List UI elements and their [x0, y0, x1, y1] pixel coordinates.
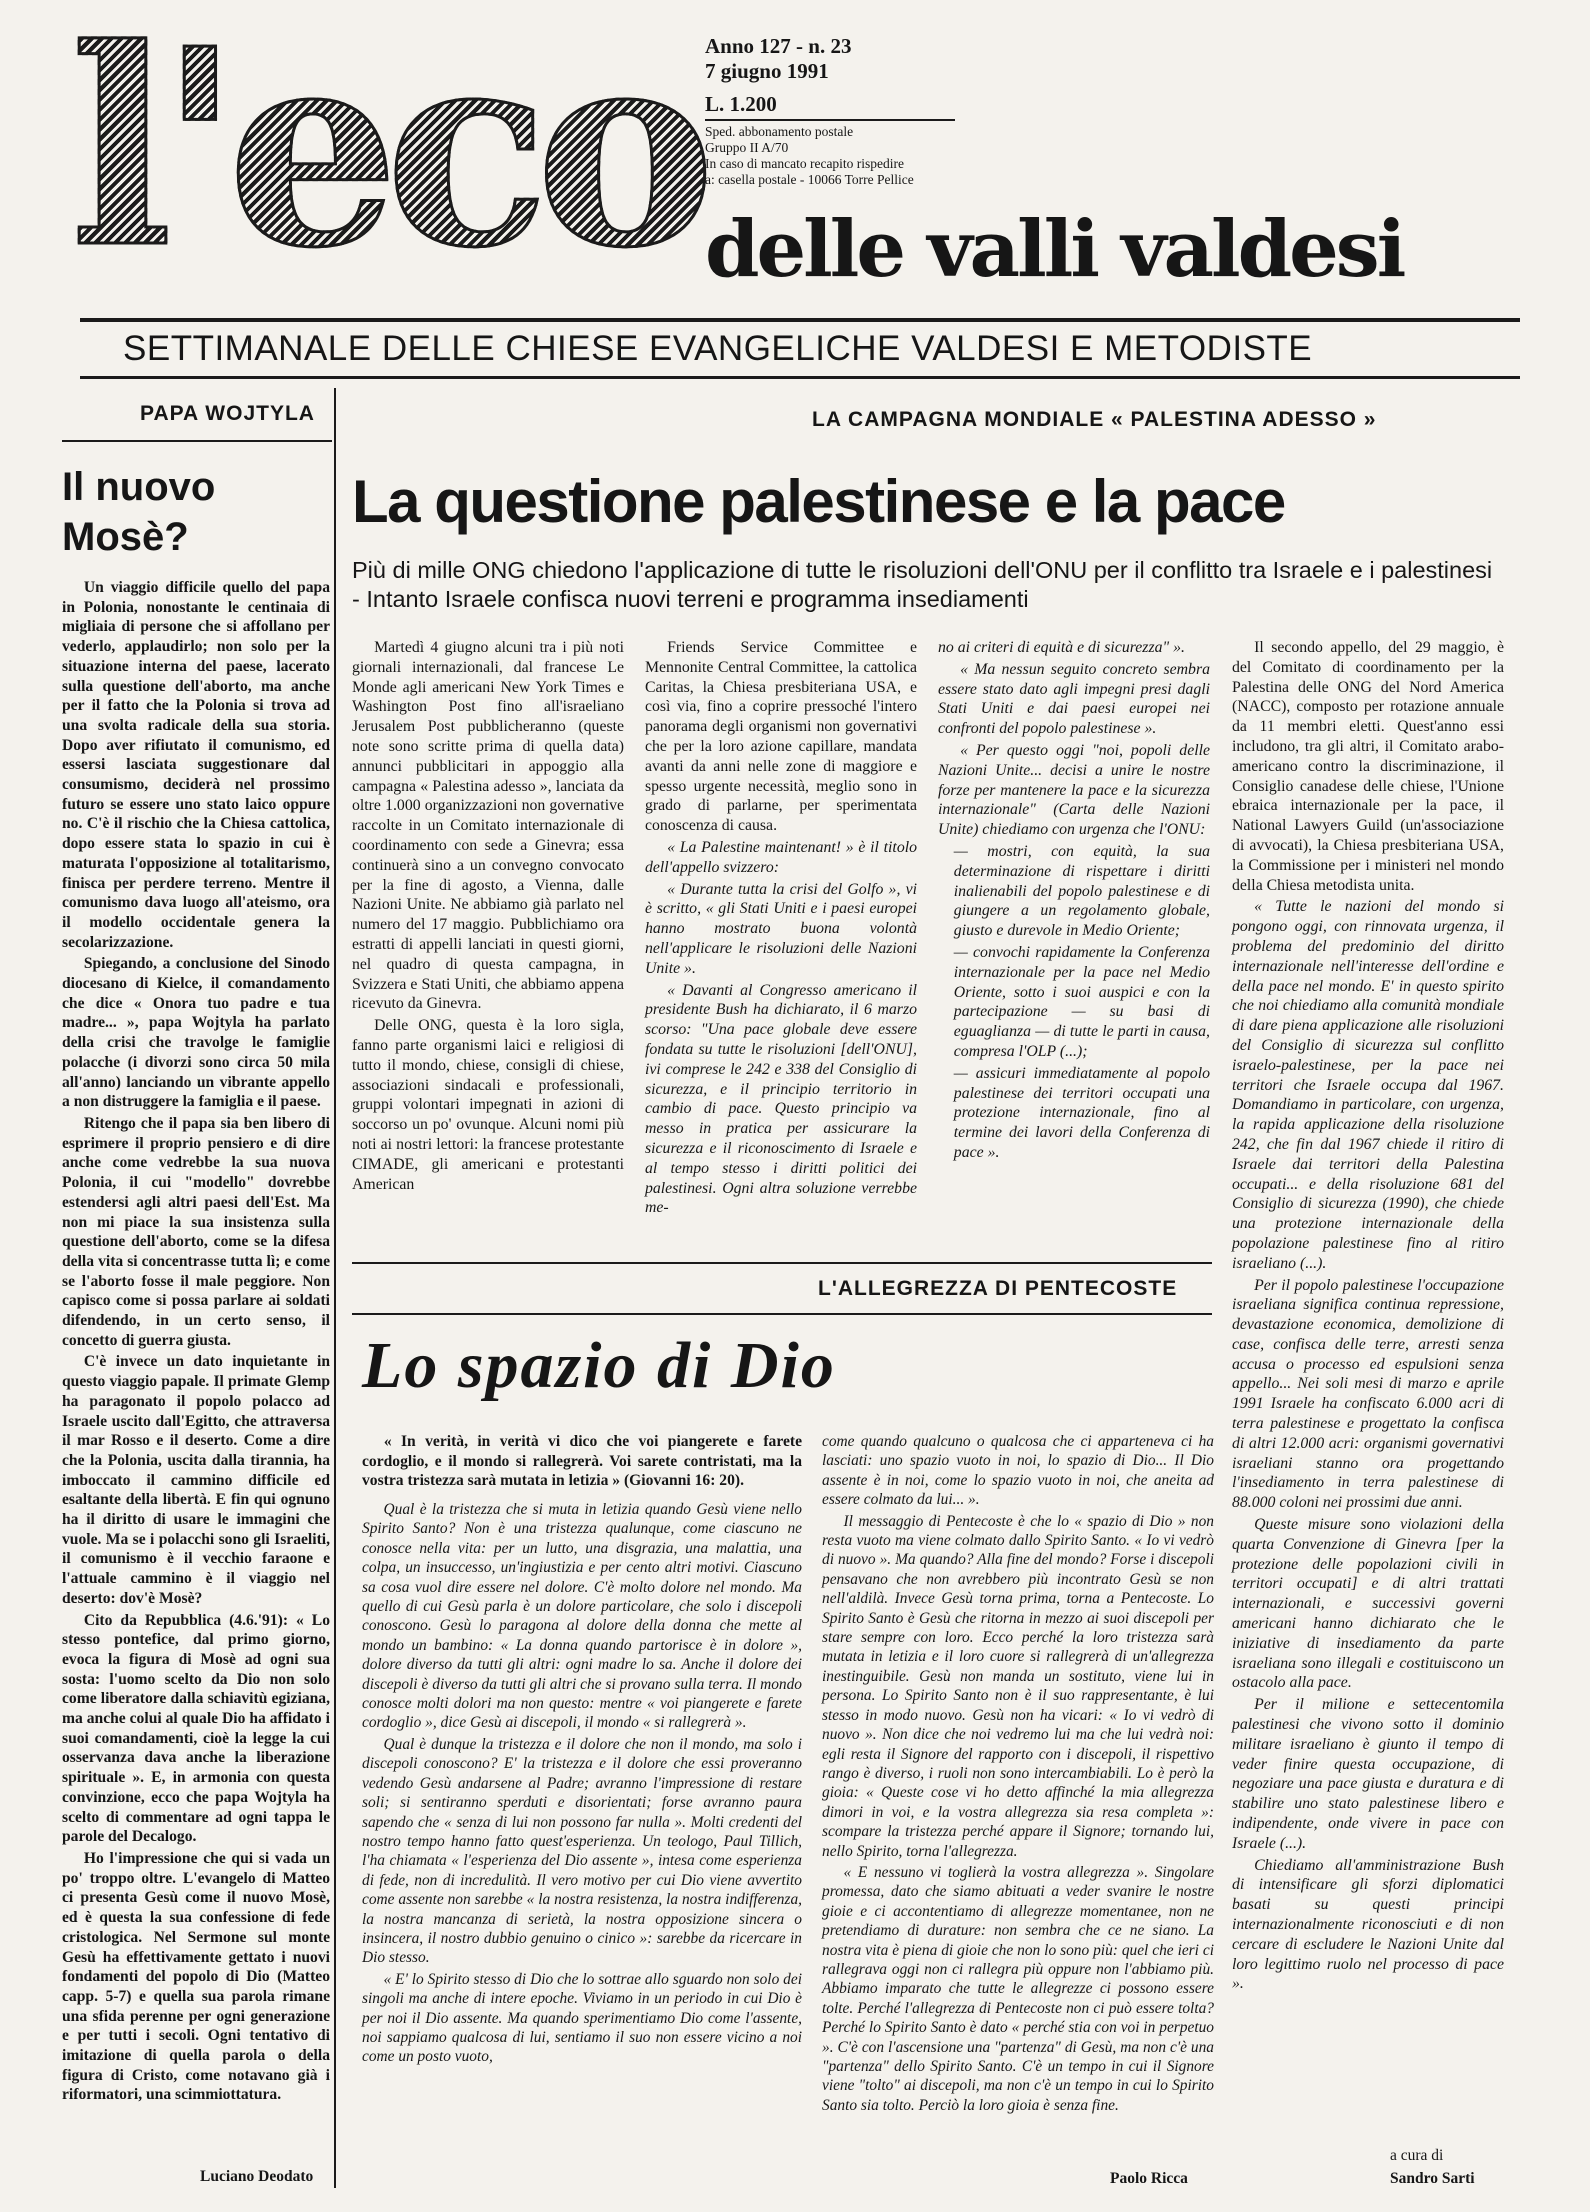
pentecost-column-2	[822, 1432, 1214, 2115]
lead-paragraph: — assicuri immediatamente al popolo palestinese dei territori occupati una protezione internazionale, fino al termine dei lavori della Conferenza di pace ».	[953, 1064, 1210, 1161]
pentecost-rule-bottom	[352, 1313, 1212, 1315]
sidebar-paragraph: Ho l'impressione che qui si vada un po' troppo oltre. L'evangelo di Matteo ci presenta Gesù come il nuovo Mosè, ed è questa la sua confessione di fede cristologica. Nel Sermone sul monte Gesù ha effettivamente gettato i nuovi fondamenti del popolo di Dio (Matteo capp. 5-7) e quella sua parola rimane una sfida perenne per ogni generazione e per tutti i secoli. Ogni tentativo di imitazione di quella parola o della figura di Cristo, come notavano già i riformatori, una scimmiottatura.	[62, 1850, 330, 2104]
lead-paragraph: Il secondo appello, del 29 maggio, è del Comitato di coordinamento per la Palestina delle ONG del Nord America (NACC), composto per rotazione annuale da 11 membri eletti. Quest'anno essi includono, tra gli altri, il Comitato arabo-americano contro la discriminazione, il Consiglio canadese delle chiese, l'Unione ebraica internazionale per la pace, il National Lawyers Guild (un'associazione di avvocati), la Chiesa presbiteriana USA, la Commissione per i ministeri nel mondo della Chiesa metodista unita.	[1232, 639, 1504, 894]
issue-price: L. 1.200	[705, 92, 777, 116]
pentecost-title: Lo spazio di Dio	[362, 1329, 836, 1402]
pentecost-paragraph: come quando qualcuno o qualcosa che ci apparteneva ci ha lasciati: uno spazio vuoto in noi, lo spazio di Dio... Il Dio assente è in noi, come lo spazio vuoto in noi, che aneita ad essere colmato da lui... ».	[822, 1433, 1214, 1509]
masthead-rule-top	[80, 318, 1520, 322]
pentecost-paragraph: Il messaggio di Pentecoste è che lo « spazio di Dio » non resta vuoto ma viene colmato dallo Spirito Santo. « Io vi vedrò di nuovo ». Ma quando? Alla fine del mondo? Forse i discepoli pensavano che non avrebbero più incontrato Gesù se non nell'aldilà. Invece Gesù torna prima, torna a Pentecoste. Lo Spirito Santo è Gesù che ritorna in mezzo ai suoi discepoli per stare sempre con loro. Ecco perché la loro tristezza sarà mutata in letizia e il loro cuore si rallegrerà di un'allegrezza inestinguibile. Gesù non manda un sostituto, viene lui in persona. Lo Spirito Santo non è il suo rappresentante, è lui stesso in modo nuovo. Gesù non ha vicari: « Io vi vedrò di nuovo ». Non dice che noi vedremo lui ma che lui vedrà noi: egli resta il Signore del rapporto con i discepoli, il rispettivo rango è diverso, i ruoli non sono intercambiabili. Lo è però la gioia: « Queste cose vi ho detto affinché la mia allegrezza dimori in voi, e la vostra allegrezza sia resa completa »: scompare la tristezza perché appare il Signore; tornando lui, nello Spirito, torna l'allegrezza.	[822, 1512, 1214, 1860]
lead-headline: La questione palestinese e la pace	[352, 468, 1285, 535]
lead-paragraph: « La Palestine maintenant! » è il titolo dell'appello svizzero:	[645, 838, 917, 876]
lead-paragraph: « Ma nessun seguito concreto sembra essere stato dato agli impegni presi dagli Stati Uniti e dai paesi europei nei confronti del popolo palestinese ».	[938, 660, 1210, 738]
lead-deck: Più di mille ONG chiedono l'applicazione di tutte le risoluzioni dell'ONU per il conflitto tra Israele e i palestinesi - Intanto Israele confisca nuovi terreni e programma insediamenti	[352, 557, 1493, 612]
pentecost-intro-text: « In verità, in verità vi dico che voi piangerete e farete cordoglio, e il mondo si rallegrerà. Voi sarete contristati, ma la vostra tristezza sarà mutata in letizia » (Giovanni 16: 20).	[362, 1433, 802, 1489]
masthead-title: l'eco	[70, 8, 710, 298]
masthead-rule-bottom	[80, 376, 1520, 379]
masthead-info	[705, 34, 1025, 188]
lead-column-1	[352, 638, 624, 1194]
sidebar-paragraph: C'è invece un dato inquietante in questo viaggio papale. Il primate Glemp ha paragonato il popolo polacco ad Israele uscito dall'Egitto, che attraversa il mar Rosso e il deserto. Come a dire che la Polonia, uscita dalla tirannia, ha imboccato il cammino difficile ed esaltante della libertà. E fin qui ognuno ha il diritto di usare le immagini che vuole. Ma se i polacchi sono gli Israeliti, il comunismo è il vecchio faraone e l'attuale cammino è il viaggio nel deserto: dov'è Mosè?	[62, 1353, 330, 1607]
lead-paragraph: — mostri, con equità, la sua determinazione di rispettare i diritti inalienabili del popolo palestinese e di giungere a un regolamento globale, giusto e durevole in Medio Oriente;	[953, 842, 1210, 940]
lead-kicker: LA CAMPAGNA MONDIALE « PALESTINA ADESSO »	[812, 408, 1377, 431]
lead-paragraph: no ai criteri di equità e di sicurezza" ».	[938, 639, 1185, 656]
lead-paragraph: Per il popolo palestinese l'occupazione israeliana significa continua repressione, devastazione economica, demolizione di case, confisca delle terre, arresti senza accusa o processo ed espulsioni senza appello... Nei soli mesi di marzo e aprile 1991 Israele ha confiscato 6.000 acri di terra palestinese e progettato la confisca di altri 12.000 acri: organismi governativi israeliani stanno ora progettando l'insediamento in terra palestinese di 88.000 coloni nei prossimi due anni.	[1232, 1276, 1504, 1512]
lead-column-4	[1232, 638, 1504, 1994]
lead-paragraph: — convochi rapidamente la Conferenza internazionale per la pace nel Medio Oriente, sotto i suoi auspici e con la partecipazione — su basi di eguaglianza — di tutte le parti in causa, compresa l'OLP (...);	[953, 943, 1210, 1060]
sidebar-kicker: PAPA WOJTYLA	[140, 402, 315, 425]
postal-note-4: a: casella postale - 10066 Torre Pellice	[705, 172, 914, 187]
pentecost-rule-top	[352, 1262, 1212, 1264]
lead-paragraph: « Davanti al Congresso americano il presidente Bush ha dichiarato, il 6 marzo scorso: "Una pace globale deve essere fondata su tutte le risoluzioni [dell'ONU], ivi comprese le 242 e 338 del Consiglio di sicurezza, e il principio territorio in cambio di pace. Questo principio va messo in pratica per assicurare la sicurezza e il riconoscimento di Israele e al tempo stesso i diritti politici dei palestinesi. Ogni altra soluzione verrebbe me-	[645, 981, 917, 1217]
pentecost-paragraph: « E' lo Spirito stesso di Dio che lo sottrae allo sguardo non solo dei singoli ma anche di intere epoche. Viviamo in un periodo in cui Dio è per noi il Dio assente. Ma quando sperimentiamo Dio come l'assente, noi sappiamo qualcosa di lui, sentiamo il suo non essere vicino a noi come un posto vuoto,	[362, 1970, 802, 2066]
lead-paragraph: Chiediamo all'amministrazione Bush di intensificare gli sforzi diplomatici basati su questi principi internazionalmente riconosciuti e di non cercare di escludere le Nazioni Unite dal loro legittimo ruolo nel processo di pace ».	[1232, 1856, 1504, 1993]
sidebar-paragraph: Spiegando, a conclusione del Sinodo diocesano di Kielce, il comandamento che dice « Onora tuo padre e tua madre... », papa Wojtyla ha parlato della crisi che travolge le famiglie polacche (i divorzi sono circa 50 mila all'anno) lanciando un vibrante appello a non distruggere la famiglia e il paese.	[62, 955, 330, 1111]
lead-paragraph: Friends Service Committee e Mennonite Central Committee, la cattolica Caritas, la Chiesa presbiteriana USA, e così via, fino a coprire pressoché l'intero panorama degli organismi non governativi che per la loro azione capillare, mandata avanti da anni nelle zone di maggiore e spesso urgente necessità, meglio sono in grado di parlarne, per sperimentata conoscenza di causa.	[645, 639, 917, 835]
sidebar-paragraph: Cito da Repubblica (4.6.'91): « Lo stesso pontefice, dal primo giorno, evoca la figura di Mosè ad ogni sua sosta: l'uomo scelto da Dio non solo come liberatore dalla schiavitù egiziana, ma anche colui al quale Dio ha affidato i suoi comandamenti, cioè la legge la cui osservanza dava anche la liberazione spirituale ». E, in armonia con questa convinzione, ecco che papa Wojtyla ha scelto di commentare ad ogni tappa le parole del Decalogo.	[62, 1611, 330, 1846]
masthead-tagline: SETTIMANALE DELLE CHIESE EVANGELICHE VALDESI E METODISTE	[123, 329, 1313, 368]
sidebar-title: Il nuovo Mosè?	[62, 465, 216, 559]
lead-paragraph: Delle ONG, questa è la loro sigla, fanno parte organismi laici e religiosi di tutto il mondo, chiese, consigli di chiese, associazioni sindacali e professionali, gruppi volontari impegnati in azioni di soccorso un po' ovunque. Alcuni nomi più noti ai nostri lettori: la francese protestante CIMADE, gli americani e protestanti American	[352, 1017, 624, 1193]
issue-date: 7 giugno 1991	[705, 59, 829, 83]
lead-paragraph: Queste misure sono violazioni della quarta Convenzione di Ginevra [per la protezione delle popolazioni civili in territori occupati] e di altri trattati internazionali, e successivi governi americani hanno dichiarato che le iniziative di insediamento da parte israeliana sono illegali e costituiscono un ostacolo alla pace.	[1232, 1516, 1504, 1692]
year-issue: Anno 127 - n. 23	[705, 34, 852, 58]
sidebar-author: Luciano Deodato	[200, 2168, 314, 2185]
sidebar-paragraph: Ritengo che il papa sia ben libero di esprimere il proprio pensiero e di dire anche come vedrebbe la sua nuova Polonia, il cui "modello" dovrebbe estendersi agli altri paesi dell'Est. Ma non mi piace la sua insistenza sulla questione dell'aborto, come se la difesa della vita si concentrasse tutta lì; e come se l'aborto fosse il male peggiore. Non capisco come si possa parlare ai soldati difendendo, in un certo senso, il concetto di guerra giusta.	[62, 1114, 330, 1349]
lead-paragraph: « Per questo oggi "noi, popoli delle Nazioni Unite... decisi a unire le nostre forze per mantenere la pace e la sicurezza internazionale" (Carta delle Nazioni Unite) chiediamo con urgenza che l'ONU:	[938, 741, 1210, 839]
pentecost-kicker: L'ALLEGREZZA DI PENTECOSTE	[818, 1277, 1178, 1300]
pentecost-paragraph: « E nessuno vi toglierà la vostra allegrezza ». Singolare promessa, dato che siamo abituati a veder svanire le nostre gioie e ci accontentiamo di allegrezze momentanee, non ne pretendiamo di durature: non sembra che ce ne siano. La nostra vita è piena di gioie che non lo sono più: quel che ieri ci rallegrava oggi non ci rallegra più oppure non l'abbiamo più. Abbiamo imparato che tutte le allegrezze ci possono essere tolte. Perché l'allegrezza di Pentecoste non ci può essere tolta? Perché lo Spirito Santo è dato « perché stia con voi in perpetuo ». C'è con l'ascensione una "partenza" di Gesù, ma non c'è una "partenza" dello Spirito Santo. C'è un tempo in cui il Signore viene "tolto" ai discepoli, ma non c'è un tempo in cui lo Spirito Santo sia tolto. Perciò la loro gioia è senza fine.	[822, 1863, 1214, 2114]
lead-column-2	[645, 638, 917, 1218]
column-divider	[334, 388, 336, 2188]
postal-note-2: Gruppo II A/70	[705, 140, 789, 155]
lead-credit-label: a cura di	[1390, 2147, 1444, 2164]
lead-paragraph: « Tutte le nazioni del mondo si pongono oggi, con rinnovata urgenza, il problema del predominio del diritto internazionale nell'interesse dell'ordine e della pace nel mondo. E' in questo spirito che noi chiediamo alla comunità mondiale di dare piena applicazione alle risoluzioni del Consiglio di sicurezza sul conflitto israelo-palestinese, per la pace nei territori che Israele occupa dal 1967. Domandiamo in particolare, con urgenza, la rapida applicazione della risoluzione 242, che fin dal 1967 chiede il ritiro di Israele dai territori della Palestina occupati... e della risoluzione 681 del Consiglio di sicurezza (1990), che chiede una protezione internazionale della popolazione palestinese fino al ritiro israeliano (...).	[1232, 898, 1504, 1272]
postal-note-1: Sped. abbonamento postale	[705, 124, 854, 139]
lead-paragraph: Per il milione e settecentomila palestinesi che vivono sotto il dominio militare israeliano è giunto il tempo di veder finire questa occupazione, di negoziare una pace giusta e duratura e di stabilire uno stato palestinese libero e indipendente, onde vivere in pace con Israele (...).	[1232, 1696, 1504, 1852]
pentecost-intro	[362, 1432, 802, 1491]
sidebar-paragraph: Un viaggio difficile quello del papa in Polonia, nonostante le centinaia di migliaia di persone che si affollano per vederlo, applaudirlo; non solo per la situazione interna del paese, lacerato sulla questione dell'aborto, ma anche per il fatto che la Polonia si trova ad una svolta radicale della sua storia. Dopo aver rifiutato il comunismo, ed essersi lasciata suggestionare dal consumismo, deciderà nel prossimo futuro se essere uno stato laico oppure no. C'è il rischio che la Chiesa cattolica, dopo essere stata lo spazio in cui è maturata l'opposizione al totalitarismo, finisca per perdere terreno. Mentre il comunismo dava luogo all'ateismo, ora il modello occidentale genera la secolarizzazione.	[62, 579, 330, 951]
masthead-subtitle: delle valli valdesi	[705, 204, 1404, 295]
lead-paragraph: Martedì 4 giugno alcuni tra i più noti giornali internazionali, dal francese Le Monde agli americani New York Times e Washington Post fino all'israeliano Jerusalem Post pubblicheranno (queste note sono scritte prima di quella data) annunci pubblicitari in appoggio alla campagna « Palestina adesso », lanciata da oltre 1.000 organizzazioni non governative raccolte in un Comitato internazionale di coordinamento con sede a Ginevra; essa continuerà sino a un convegno convocato per la fine di agosto, a Vienna, dalle Nazioni Unite. Ne abbiamo già parlato nel numero del 17 maggio. Pubblichiamo ora estratti di appelli lanciati in questi giorni, nel quadro di questa campagna, in Svizzera e Stati Uniti, che abbiamo appena ricevuto da Ginevra.	[352, 639, 624, 1013]
pentecost-author: Paolo Ricca	[1110, 2170, 1188, 2187]
postal-note-3: In caso di mancato recapito rispedire	[705, 156, 905, 171]
sidebar-rule	[62, 440, 332, 442]
pentecost-paragraph: Qual è la tristezza che si muta in letizia quando Gesù viene nello Spirito Santo? Non è una tristezza qualunque, come ciascuno ne conosce nella vita: per un lutto, una disgrazia, una malattia, una colpa, un insuccesso, un'ingiustizia e per cento altri motivi. Ciascuno sa cosa vuol dire essere nel dolore. C'è molto dolore nel mondo. Ma quello di cui Gesù parla è un dolore particolare, che solo i discepoli conoscono. Gesù lo paragona al dolore della donna che mette al mondo un bambino: « La donna quando partorisce è in dolore », dolore diverso da tutti gli altri: ogni madre lo sa. Anche il dolore dei discepoli è diverso da tutti gli altri che si provano sulla terra. Il mondo conosce molti dolori ma non questo: mentre « voi piangerete e farete cordoglio », dice Gesù ai discepoli, il mondo « si rallegrerà ».	[362, 1501, 802, 1732]
lead-column-3	[938, 638, 1210, 1163]
pentecost-column-1	[362, 1500, 802, 2067]
lead-paragraph: « Durante tutta la crisi del Golfo », vi è scritto, « gli Stati Uniti e i paesi europei hanno mostrato buona volontà nell'applicare le risoluzioni delle Nazioni Unite ».	[645, 880, 917, 977]
pentecost-paragraph: Qual è dunque la tristezza e il dolore che non il mondo, ma solo i discepoli conoscono? E' la tristezza e il dolore che essi proveranno vedendo Gesù andarsene al Padre; avranno l'impressione di restare soli; si sentiranno sperduti e disorientati; forse avranno paura sapendo che « senza di lui non possono far nulla ». Molti credenti del nostro tempo hanno fatto quest'esperienza. Un teologo, Paul Tillich, l'ha chiamata « l'esperienza del Dio assente », intesa come esperienza di fede, non di incredulità. Il vero motivo per cui Dio viene avvertito come assente non sarebbe « la nostra resistenza, la nostra indifferenza, la nostra mancanza di serietà, la nostra opposizione sincera o insincera, il nostro dubbio genuino o cinico »: sarebbe da ricercare in Dio stesso.	[362, 1735, 802, 1967]
lead-credit-author: Sandro Sarti	[1390, 2170, 1475, 2187]
sidebar-article	[62, 578, 330, 2105]
